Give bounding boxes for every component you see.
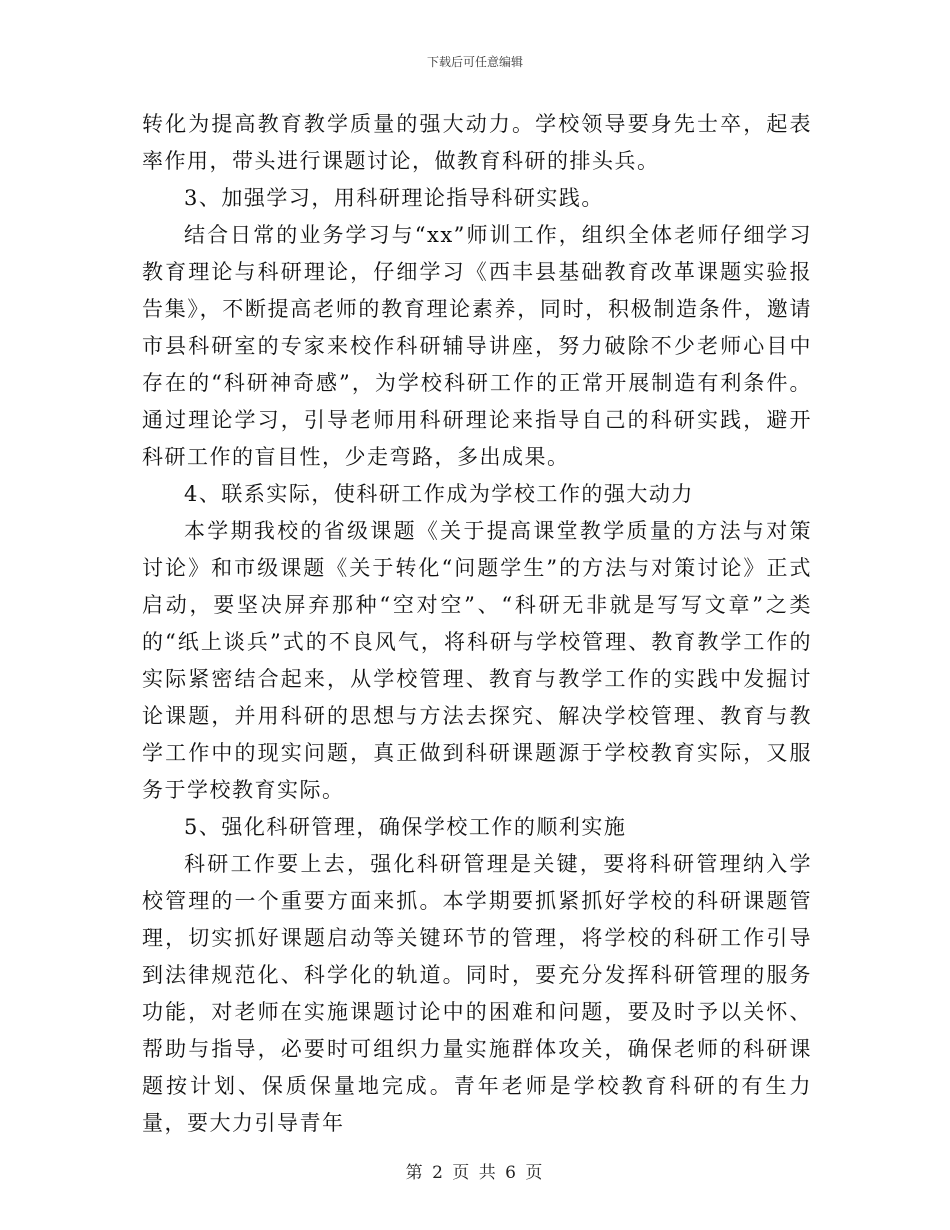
document-body bbox=[142, 106, 812, 1142]
paragraph-study: 结合日常的业务学习与“xx”师训工作，组织全体老师仔细学习教育理论与科研理论，仔细学习《西丰县基础教育改革课题实验报告集》，不断提高老师的教育理论素养，同时，积极制造条件，邀请市县科研室的专家来校作科研辅导讲座，努力破除不少老师心目中存在的“科研神奇感”，为学校科研工作的正常开展制造有利条件。通过理论学习，引导老师用科研理论来指导自己的科研实践，避开科研工作的盲目性，少走弯路，多出成果。 bbox=[142, 223, 812, 469]
paragraph-management: 科研工作要上去，强化科研管理是关键，要将科研管理纳入学校管理的一个重要方面来抓。本学期要抓紧抓好学校的科研课题管理，切实抓好课题启动等关键环节的管理，将学校的科研工作引导到法律规范化、科学化的轨道。同时，要充分发挥科研管理的服务功能，对老师在实施课题讨论中的困难和问题，要及时予以关怀、帮助与指导，必要时可组织力量实施群体攻关，确保老师的科研课题按计划、保质保量地完成。青年老师是学校教育科研的有生力量，要大力引导青年 bbox=[142, 852, 812, 1135]
section-heading-5: 5、强化科研管理，确保学校工作的顺利实施 bbox=[184, 815, 627, 839]
paragraph-practice: 本学期我校的省级课题《关于提高课堂教学质量的方法与对策讨论》和市级课题《关于转化“问题学生”的方法与对策讨论》正式启动，要坚决屏弃那种“空对空”、“科研无非就是写写文章”之类的“纸上谈兵”式的不良风气，将科研与学校管理、教育教学工作的实际紧密结合起来，从学校管理、教育与教学工作的实践中发掘讨论课题，并用科研的思想与方法去探究、解决学校管理、教育与教学工作中的现实问题，真正做到科研课题源于学校教育实际，又服务于学校教育实际。 bbox=[142, 519, 812, 802]
section-heading-4: 4、联系实际，使科研工作成为学校工作的强大动力 bbox=[184, 482, 694, 506]
section-heading-3: 3、加强学习，用科研理论指导科研实践。 bbox=[184, 186, 604, 210]
paragraph-continued: 转化为提高教育教学质量的强大动力。学校领导要身先士卒，起表率作用，带头进行课题讨论，做教育科研的排头兵。 bbox=[142, 112, 812, 173]
header-note: 下载后可任意编辑 bbox=[426, 55, 523, 69]
page-number: 第 2 页 共 6 页 bbox=[405, 1163, 545, 1183]
